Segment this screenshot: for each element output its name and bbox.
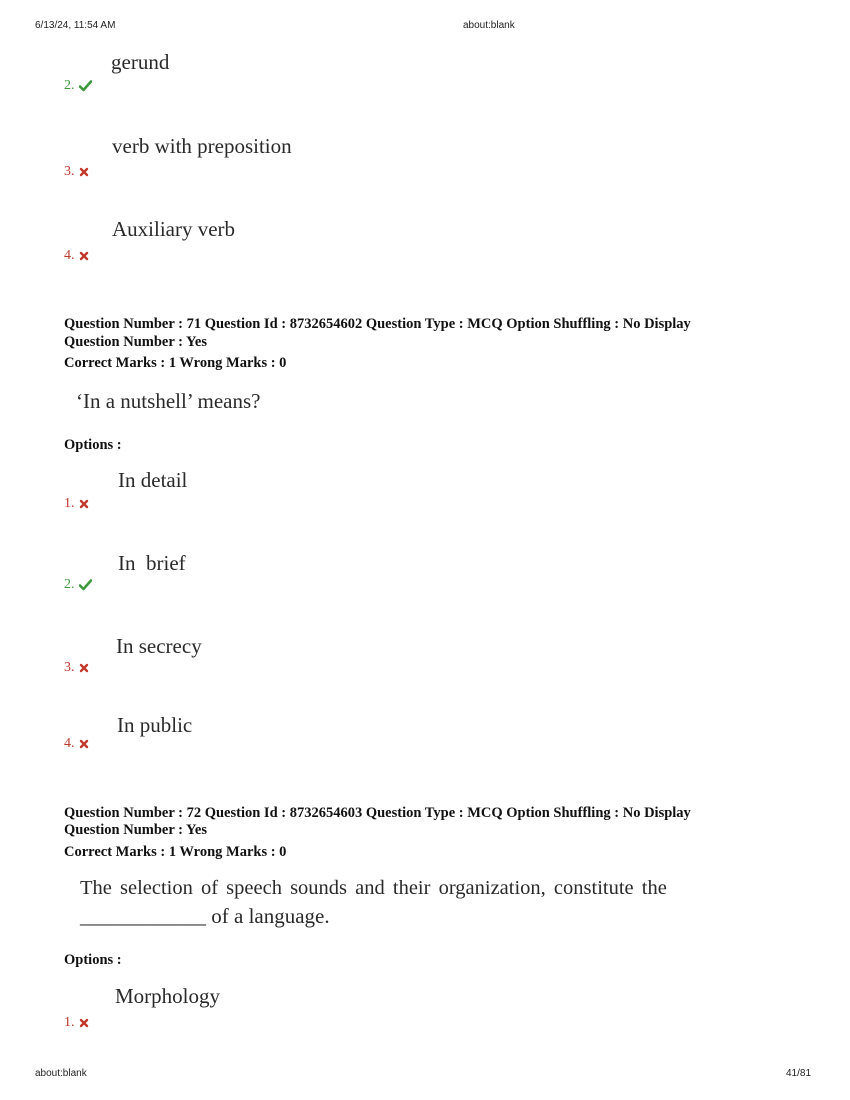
question-marks: Correct Marks : 1 Wrong Marks : 0 [64, 844, 287, 860]
options-label: Options : [64, 952, 122, 968]
options-label: Options : [64, 437, 122, 453]
question-text-line: The selection of speech sounds and their organization, constitute the [80, 877, 667, 899]
option-number-wrong [64, 736, 89, 752]
option-number: 2. [64, 577, 75, 592]
cross-icon [79, 251, 89, 261]
option-number: 3. [64, 164, 75, 179]
check-icon [79, 80, 92, 92]
option-number: 3. [64, 660, 75, 675]
cross-icon [79, 663, 89, 673]
option-number: 4. [64, 248, 75, 263]
option-number: 2. [64, 78, 75, 93]
option-number-correct [64, 577, 92, 593]
option-number: 1. [64, 1015, 75, 1030]
option-number-correct [64, 78, 92, 94]
question-meta-line: Question Number : 72 Question Id : 8732654603 Question Type : MCQ Option Shuffling : No Display [64, 805, 691, 821]
question-marks: Correct Marks : 1 Wrong Marks : 0 [64, 355, 287, 371]
check-icon [79, 579, 92, 591]
question-text-line: ____________ of a language. [80, 904, 330, 928]
option-image-text: verb with preposition [112, 134, 292, 158]
print-footer-url: about:blank [35, 1068, 87, 1079]
option-image-text: In detail [118, 468, 188, 492]
option-number-wrong [64, 496, 89, 512]
question-text: ‘In a nutshell’ means? [76, 389, 261, 413]
option-image-text: In secrecy [116, 634, 202, 658]
option-image-text: Auxiliary verb [112, 217, 236, 241]
print-title: about:blank [463, 20, 515, 31]
cross-icon [79, 167, 89, 177]
question-meta-line: Question Number : 71 Question Id : 8732654602 Question Type : MCQ Option Shuffling : No Display [64, 316, 691, 332]
option-image-text: In brief [118, 551, 186, 575]
page-number: 41/81 [786, 1068, 812, 1079]
option-image-text: In public [117, 713, 193, 737]
option-number-wrong [64, 660, 89, 676]
cross-icon [79, 1018, 89, 1028]
question-meta-line: Question Number : Yes [64, 334, 207, 350]
option-image-text: gerund [111, 50, 170, 74]
option-number-wrong [64, 248, 89, 264]
print-datetime: 6/13/24, 11:54 AM [35, 20, 116, 31]
question-meta-line: Question Number : Yes [64, 822, 207, 838]
option-number: 4. [64, 736, 75, 751]
cross-icon [79, 499, 89, 509]
option-number-wrong [64, 1015, 89, 1031]
option-image-text: Morphology [115, 984, 220, 1008]
option-number: 1. [64, 496, 75, 511]
option-number-wrong [64, 164, 89, 180]
cross-icon [79, 739, 89, 749]
